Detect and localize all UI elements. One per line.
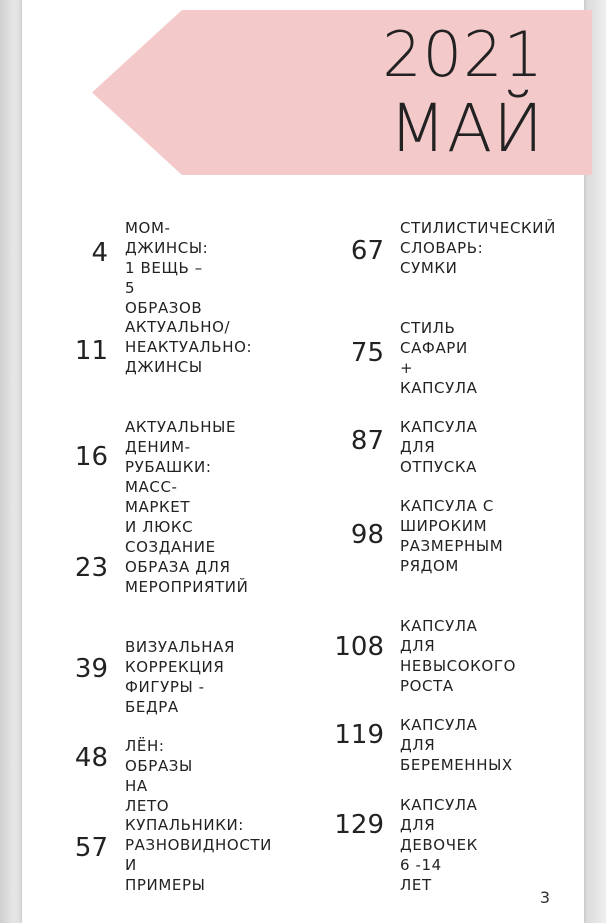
toc-page-number: 87 (350, 426, 384, 456)
page-edge-left (0, 0, 22, 923)
toc-title: СОЗДАНИЕ ОБРАЗА ДЛЯ МЕРОПРИЯТИЙ (125, 538, 249, 596)
toc-title: КАПСУЛА С ШИРОКИМ РАЗМЕРНЫМ РЯДОМ (400, 497, 504, 575)
toc-page-number: 57 (74, 833, 108, 863)
toc-title: КУПАЛЬНИКИ: РАЗНОВИДНОСТИ И ПРИМЕРЫ (125, 816, 272, 894)
toc-page-number: 75 (350, 338, 384, 368)
toc-page-number: 119 (334, 720, 384, 750)
toc-title: КАПСУЛА ДЛЯ ДЕВОЧЕК 6 -14 ЛЕТ (400, 796, 478, 894)
toc-page-number: 67 (350, 236, 384, 266)
toc-title: КАПСУЛА ДЛЯ ОТПУСКА (400, 418, 478, 476)
toc-page-number: 4 (91, 238, 108, 268)
issue-year: 2021 (382, 18, 544, 91)
toc-title: СТИЛИСТИЧЕСКИЙ СЛОВАРЬ: СУМКИ (400, 219, 556, 277)
toc-title: КАПСУЛА ДЛЯ БЕРЕМЕННЫХ (400, 716, 513, 774)
toc-title: АКТУАЛЬНО/ НЕАКТУАЛЬНО: ДЖИНСЫ (125, 318, 253, 376)
toc-title: СТИЛЬ САФАРИ + КАПСУЛА (400, 319, 478, 397)
toc-page-number: 108 (334, 632, 384, 662)
issue-month: МАЙ (389, 90, 544, 167)
page-number: 3 (539, 888, 550, 907)
toc-page-number: 98 (350, 520, 384, 550)
toc-title: КАПСУЛА ДЛЯ НЕВЫСОКОГО РОСТА (400, 617, 516, 695)
toc-page-number: 39 (74, 654, 108, 684)
toc-page-number: 11 (74, 336, 108, 366)
toc-title: ВИЗУАЛЬНАЯ КОРРЕКЦИЯ ФИГУРЫ - БЕДРА (125, 638, 236, 716)
magazine-page (22, 0, 584, 923)
toc-page-number: 23 (74, 553, 108, 583)
toc-page-number: 129 (334, 810, 384, 840)
toc-title: МОМ-ДЖИНСЫ: 1 ВЕЩЬ – 5 ОБРАЗОВ (125, 219, 209, 317)
toc-title: ЛЁН: ОБРАЗЫ НА ЛЕТО (125, 737, 193, 815)
toc-page-number: 48 (74, 743, 108, 773)
toc-title: АКТУАЛЬНЫЕ ДЕНИМ-РУБАШКИ: МАСС-МАРКЕТ И ЛЮКС (125, 418, 237, 536)
toc-page-number: 16 (74, 442, 108, 472)
